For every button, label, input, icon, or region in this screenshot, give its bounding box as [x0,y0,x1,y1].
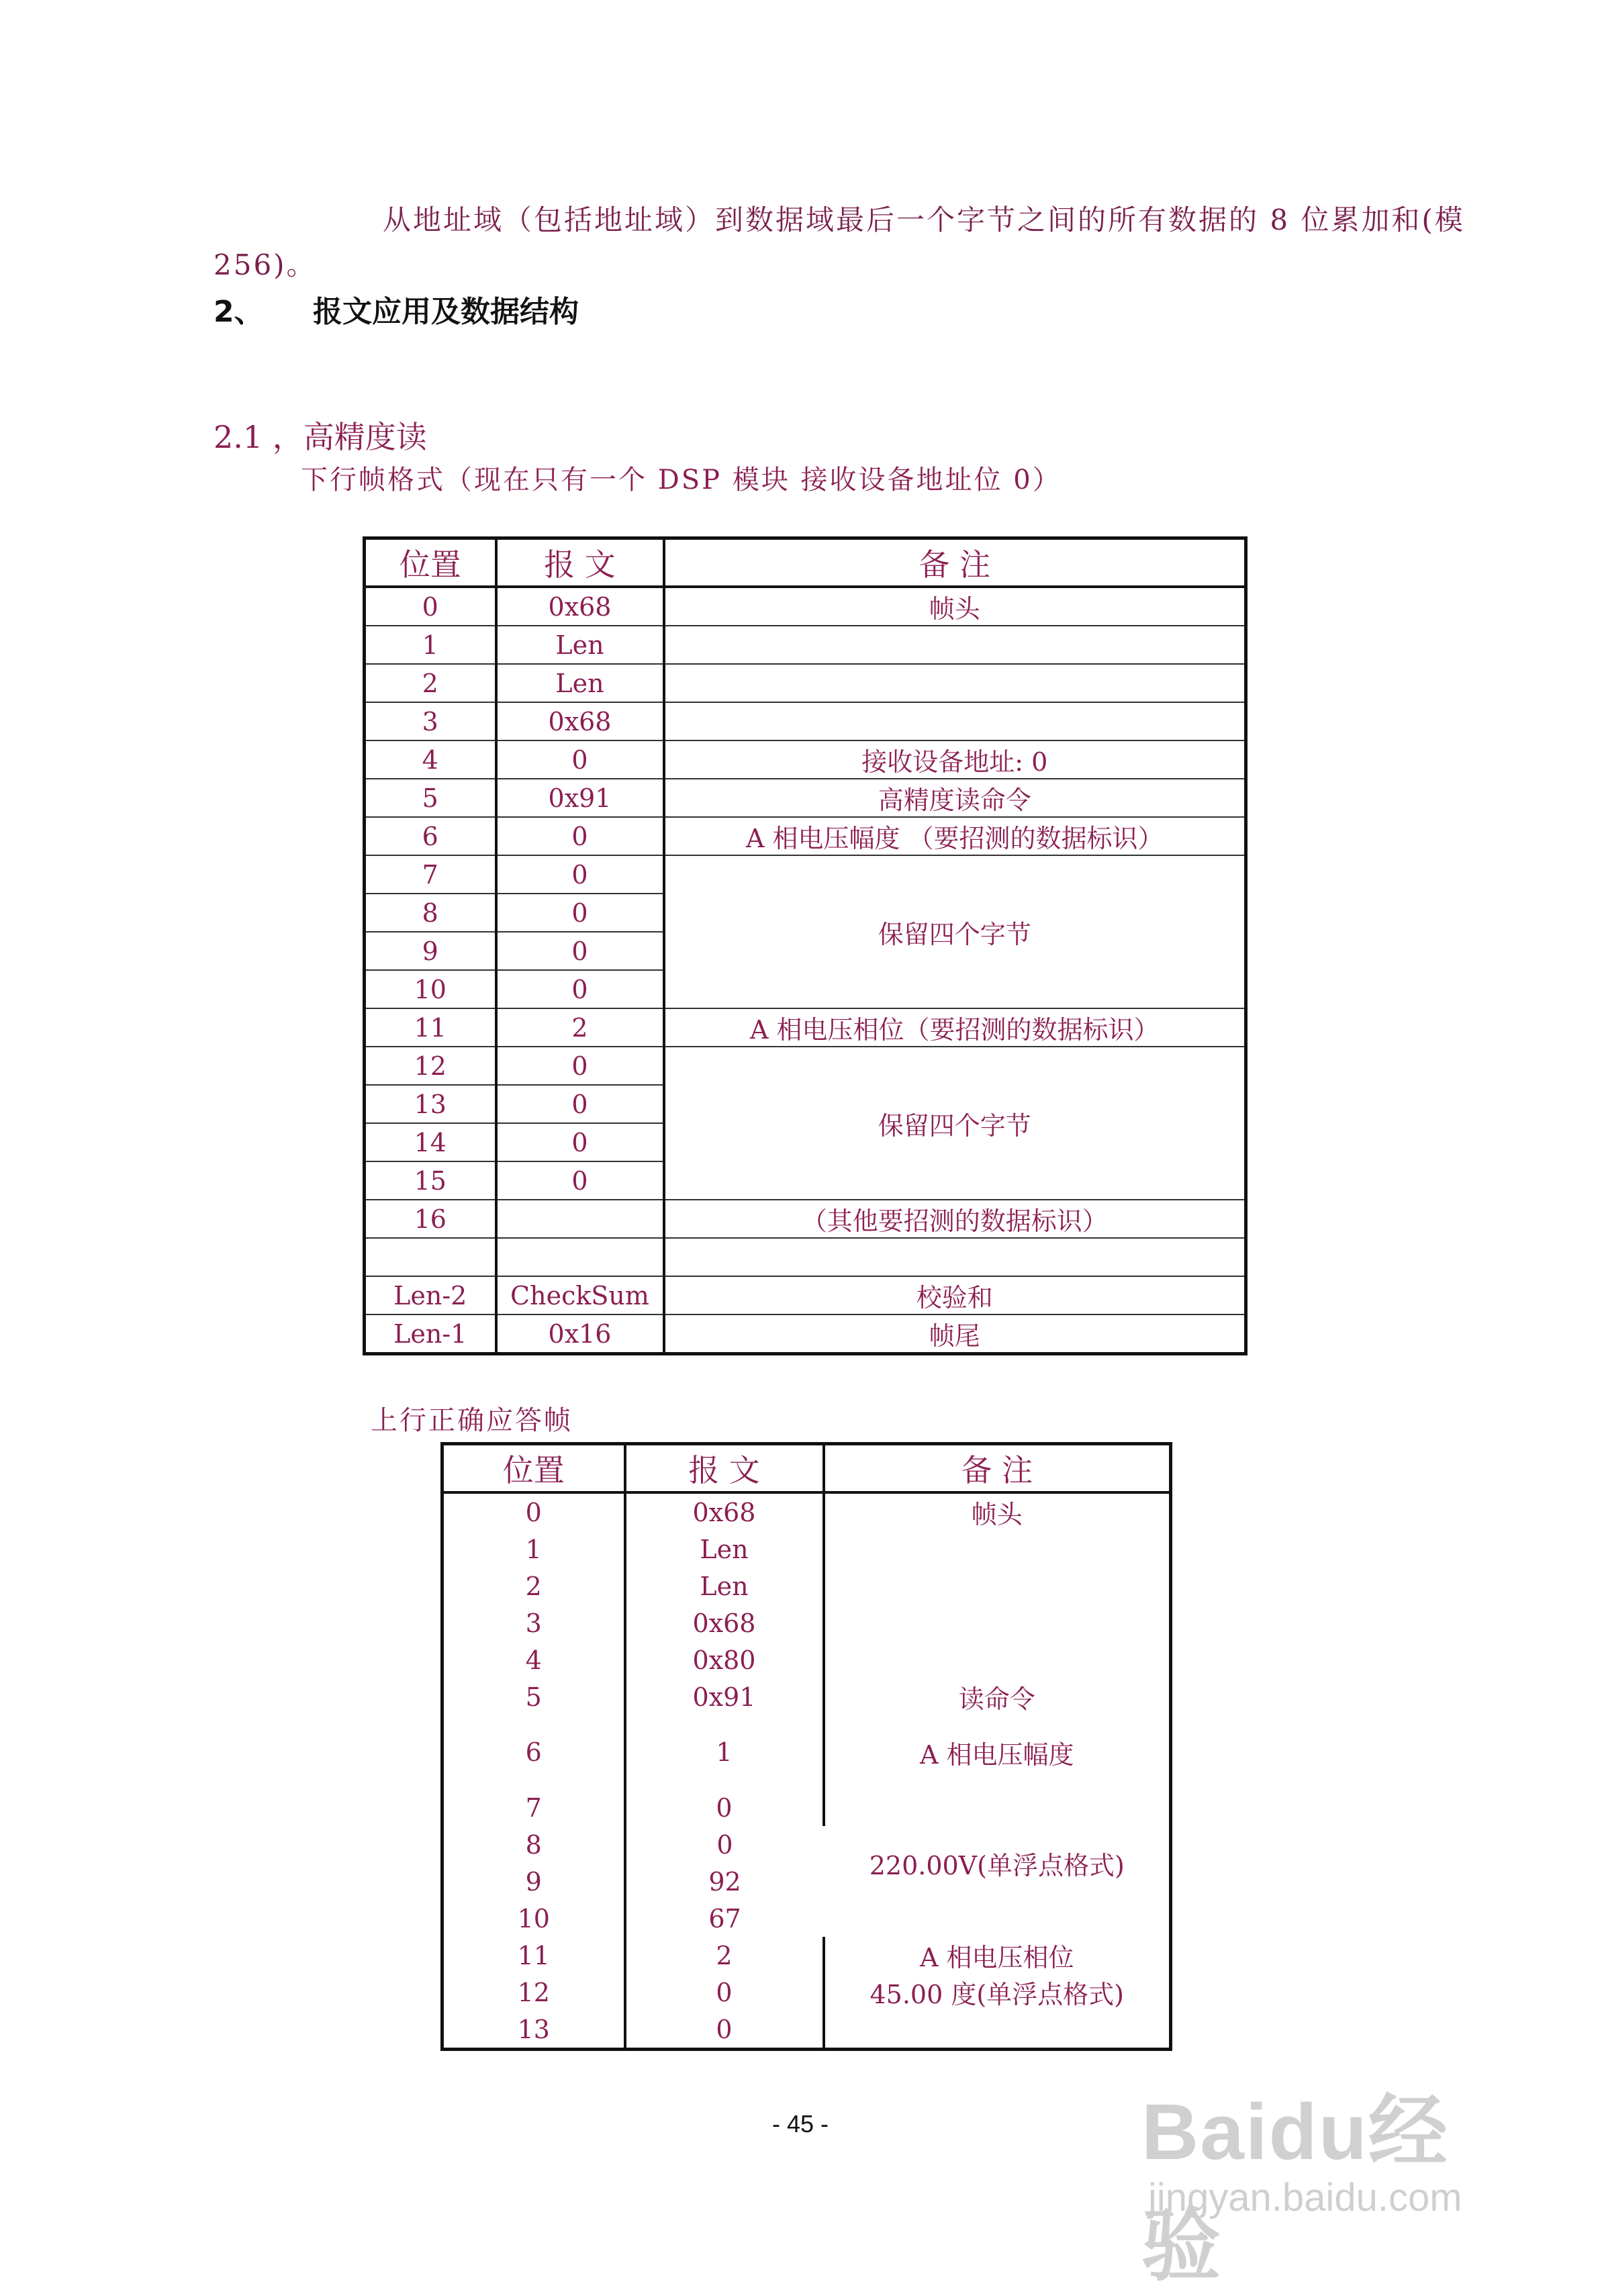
table-row [365,855,1246,894]
cell-msg: 0x68 [625,1492,824,1531]
cell-pos: 6 [442,1715,625,1789]
baidu-logo: Baidu经验 [1141,2088,1449,2291]
cell-pos: 11 [365,1008,496,1047]
cell-pos: 6 [365,817,496,855]
cell-pos: 1 [442,1531,625,1568]
cell-msg [496,1200,664,1238]
cell-pos: Len-2 [365,1276,496,1314]
section-number: 2、 [214,295,264,329]
cell-note: （其他要招测的数据标识） [664,1200,1246,1238]
cell-note [824,1605,1171,1641]
cell-note [824,1641,1171,1678]
table-header-row [365,538,1246,587]
cell-msg: Len [625,1568,824,1605]
cell-msg: 0 [496,1161,664,1200]
cell-pos: 16 [365,1200,496,1238]
cell-msg: 0 [625,1974,824,2011]
cell-msg: 92 [708,1866,741,1897]
cell-note: 帧头 [971,1500,1023,1529]
cell-pos: 8 [442,1826,625,1863]
cell-note: 高精度读命令 [664,779,1246,817]
cell-pos [365,1238,496,1276]
cell-pos: 15 [365,1161,496,1200]
cell-note [824,1568,1171,1605]
cell-pos: 9 [442,1863,625,1900]
cell-msg: 0 [496,894,664,932]
cell-note: 45.00 度(单浮点格式) [869,1980,1125,2009]
cell-msg: 0 [496,740,664,779]
cell-pos: 5 [442,1678,625,1715]
cell-msg: 0 [625,1789,824,1826]
table-row [365,702,1246,740]
cell-note-reserved: 保留四个字节 [664,1047,1246,1200]
header-position: 位置 [442,1444,625,1493]
cell-pos: 0 [365,587,496,626]
table-row [442,1641,1171,1678]
table-row [365,1314,1246,1354]
table2-caption: 上行正确应答帧 [371,1405,573,1436]
cell-pos: 14 [365,1123,496,1161]
cell-msg: Len [496,664,664,702]
header-note: 备 注 [824,1444,1171,1493]
cell-pos: 4 [442,1641,625,1678]
table-row [442,1568,1171,1605]
cell-pos: 4 [365,740,496,779]
cell-msg: 0 [496,1047,664,1085]
table-row [365,587,1246,626]
cell-msg: 0x80 [625,1641,824,1678]
cell-msg: 0x91 [496,779,664,817]
cell-note: 读命令 [958,1684,1035,1714]
cell-msg: 0 [496,855,664,894]
cell-pos: 2 [442,1568,625,1605]
cell-note: A 相电压幅度 [919,1739,1074,1770]
cell-pos: Len-1 [365,1314,496,1354]
table-row [442,1492,1171,1531]
table-row [442,1531,1171,1568]
table-row [365,1200,1246,1238]
table-row [365,1047,1246,1085]
cell-msg: 0x16 [496,1314,664,1354]
uplink-response-table [440,1442,1172,2051]
intro-line-1: 从地址域（包括地址域）到数据域最后一个字节之间的所有数据的 8 位累加和(模 [383,203,1465,236]
cell-msg: 67 [708,1903,741,1933]
cell-msg: 0 [496,1085,664,1123]
downlink-frame-table [363,536,1248,1355]
table-row [442,1789,1171,1826]
cell-note-reserved: 保留四个字节 [664,855,1246,1008]
table-row [442,2011,1171,2050]
cell-note [824,1531,1171,1568]
cell-pos: 12 [365,1047,496,1085]
table-header-row [442,1444,1171,1493]
cell-pos: 12 [442,1974,625,2011]
cell-note: A 相电压相位（要招测的数据标识） [664,1008,1246,1047]
cell-note [824,2011,1171,2050]
cell-msg: Len [496,626,664,664]
cell-note [664,626,1246,664]
header-message: 报 文 [496,538,664,587]
cell-note-value: 220.00V(单浮点格式) [869,1850,1125,1880]
section-title: 报文应用及数据结构 [313,295,579,329]
cell-note [664,1238,1246,1276]
cell-msg: 0x68 [496,702,664,740]
cell-pos: 13 [442,2011,625,2050]
table-row [365,1276,1246,1314]
cell-note [664,702,1246,740]
table-row [365,1238,1246,1276]
table-row [442,1715,1171,1789]
cell-pos: 0 [442,1492,625,1531]
baidu-watermark [1141,2068,1517,2291]
cell-msg: 1 [625,1715,824,1789]
cell-msg: 0 [716,1829,733,1860]
table-row [365,817,1246,855]
cell-pos: 8 [365,894,496,932]
cell-pos: 10 [365,970,496,1008]
cell-msg [496,1238,664,1276]
cell-note: A 相电压幅度 （要招测的数据标识） [664,817,1246,855]
cell-pos: 7 [442,1789,625,1826]
table-row [442,1605,1171,1641]
cell-msg: 0 [496,817,664,855]
table-row [442,1937,1171,1974]
cell-note: 接收设备地址: 0 [664,740,1246,779]
cell-msg: 0 [496,970,664,1008]
table-row [365,1008,1246,1047]
table-row [365,740,1246,779]
cell-pos: 1 [365,626,496,664]
cell-pos: 11 [442,1937,625,1974]
cell-msg: 0 [625,2011,824,2050]
header-message: 报 文 [625,1444,824,1493]
table-row [365,626,1246,664]
cell-msg: 0 [496,932,664,970]
cell-note: 校验和 [664,1276,1246,1314]
table-row [365,779,1246,817]
table-row [442,1974,1171,2011]
cell-note [664,664,1246,702]
table1-caption: 下行帧格式（现在只有一个 DSP 模块 接收设备地址位 0） [301,465,1062,495]
cell-pos: 3 [365,702,496,740]
cell-note: A 相电压相位 [919,1943,1074,1972]
cell-msg: Len [625,1531,824,1568]
watermark-url: jingyan.baidu.com [1148,2176,1462,2219]
table-row [365,664,1246,702]
header-note: 备 注 [664,538,1246,587]
cell-msg: 0 [496,1123,664,1161]
intro-line-2: 256)。 [214,248,317,281]
cell-msg: 0x68 [496,587,664,626]
cell-note: 帧头 [664,587,1246,626]
cell-pos: 7 [365,855,496,894]
cell-pos: 10 [442,1900,625,1937]
cell-pos: 3 [442,1605,625,1641]
cell-msg: CheckSum [496,1276,664,1314]
table-row [442,1678,1171,1715]
cell-msg: 2 [496,1008,664,1047]
cell-pos: 9 [365,932,496,970]
subsection-title: 2.1 ，高精度读 [214,419,427,455]
cell-pos: 2 [365,664,496,702]
cell-msg: 0x91 [625,1678,824,1715]
header-position: 位置 [365,538,496,587]
cell-msg: 0x68 [625,1605,824,1641]
cell-msg: 2 [625,1937,824,1974]
cell-note: 帧尾 [664,1314,1246,1354]
page-number: - 45 - [772,2110,829,2138]
cell-pos: 13 [365,1085,496,1123]
cell-pos: 5 [365,779,496,817]
